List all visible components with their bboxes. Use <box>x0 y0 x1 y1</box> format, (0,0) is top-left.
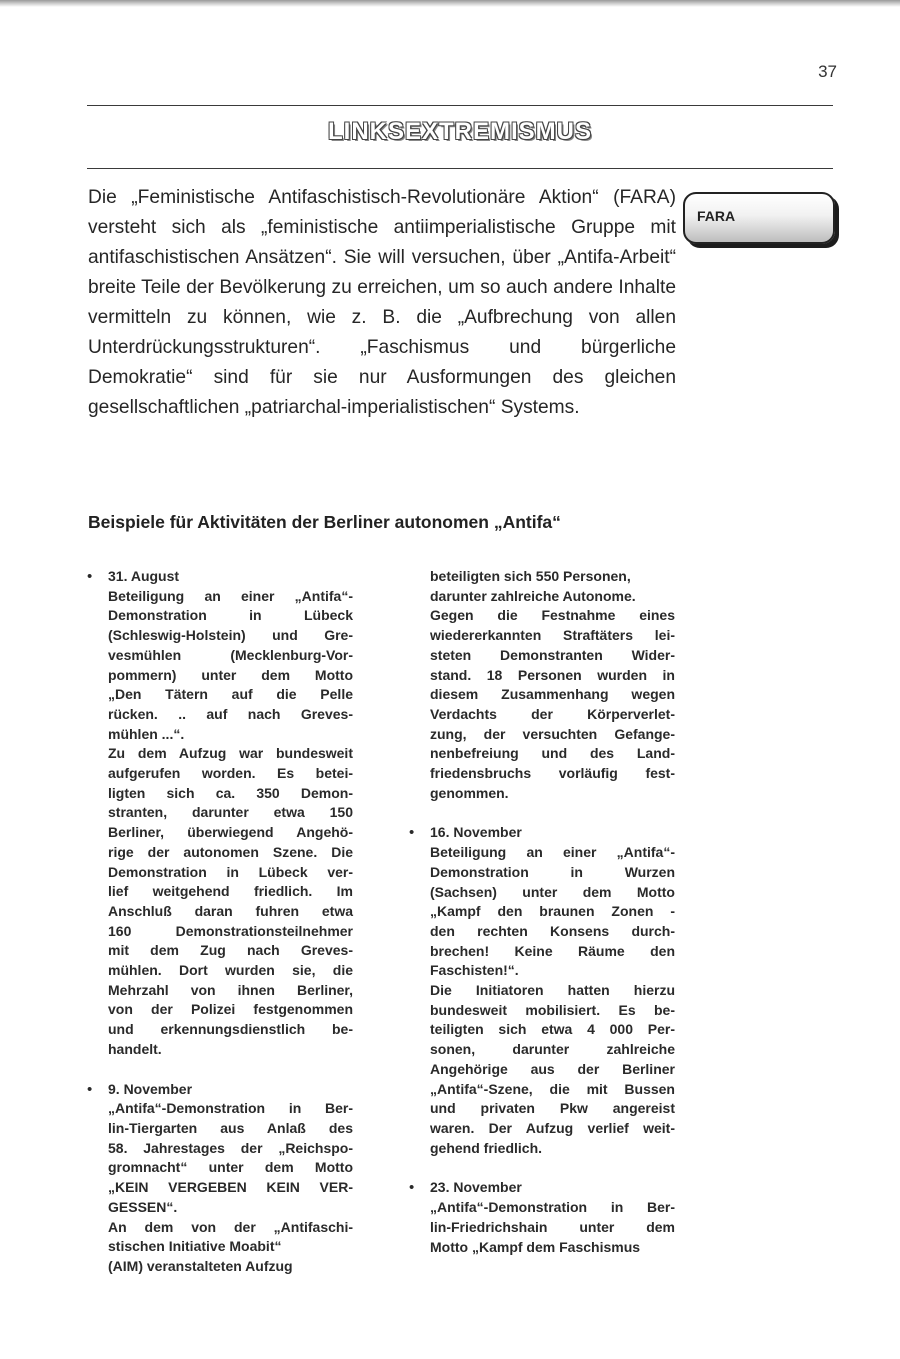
entry-line: und erkennungsdienstlich be- <box>108 1021 353 1038</box>
page-number: 37 <box>818 62 837 81</box>
entry-line: von der Polizei festgenommen <box>108 1001 353 1018</box>
entry-line: stranten, darunter etwa 150 <box>108 804 353 821</box>
entry-line: Demonstration in Lübeck ver- <box>108 863 353 880</box>
right-column <box>409 567 675 1277</box>
entry-line: GESSEN“. <box>108 1198 178 1215</box>
entry-date: 31. August <box>108 568 180 584</box>
entry-line: Motto „Kampf dem Faschismus <box>430 1238 641 1255</box>
bullet-marker: • <box>409 824 415 842</box>
activity-continuation <box>430 567 675 803</box>
entry-line: den rechten Konsens durch- <box>430 922 675 939</box>
entry-line: teiligten sich etwa 4 000 Per- <box>430 1021 675 1038</box>
entry-line: steten Demonstranten Wider- <box>430 646 675 663</box>
entry-line: waren. Der Aufzug verlief weit- <box>430 1119 675 1136</box>
entry-line: aufgerufen worden. Es betei- <box>108 765 353 782</box>
bullet-marker: • <box>87 1080 93 1098</box>
entry-line: lin-Friedrichshain unter dem <box>430 1218 675 1235</box>
entry-line: rige der autonomen Szene. Die <box>108 843 353 860</box>
activity-entry <box>87 1080 353 1277</box>
intro-paragraph: Die „Feministische Antifaschistisch-Revolutionäre Aktion“ (FARA) versteht sich als „feministische antiimperialistische Gruppe mit antifaschistischen Ansätzen“. Sie will versuchen, über „Antifa-Arbeit“ breite Teile der Bevölkerung zu erreichen, um so auch andere Inhalte vermitteln zu können, wie z. B. die „Aufbrechung von allen Unterdrückungsstrukturen“. „Faschismus und bürgerliche Demokratie“ sind für sie nur Ausformungen des gleichen gesellschaftlichen „patriarchal-imperialistischen“ Systems. <box>88 187 676 418</box>
entry-line: Zu dem Aufzug war bundesweit <box>108 745 353 762</box>
entry-line: mühlen ...“. <box>108 725 185 742</box>
entry-line: 160 Demonstrationsteilnehmer <box>108 922 353 939</box>
activity-entry <box>409 1178 675 1257</box>
entry-line: (Sachsen) unter dem Motto <box>430 883 675 900</box>
margin-tag-label: FARA <box>697 208 736 224</box>
entry-line: (Schleswig-Holstein) und Gre- <box>108 627 353 644</box>
entry-line: lief weitgehend friedlich. Im <box>108 883 353 900</box>
entry-line: 58. Jahrestages der „Reichspo- <box>108 1139 353 1156</box>
entry-line: Berliner, überwiegend Angehö- <box>108 824 353 841</box>
entry-line: mit dem Zug nach Greves- <box>108 942 353 959</box>
entry-line: friedensbruchs vorläufig fest- <box>430 765 675 782</box>
entry-line: lin-Tiergarten aus Anlaß des <box>108 1119 353 1136</box>
entry-line: (AIM) veranstalteten Aufzug <box>108 1257 293 1274</box>
entry-line: mühlen. Dort wurden sie, die <box>108 962 353 979</box>
bullet-marker: • <box>87 568 93 585</box>
entry-line: Demonstration in Wurzen <box>430 863 675 880</box>
entry-line: handelt. <box>108 1040 162 1057</box>
section-title: LINKSEXTREMISMUS <box>327 118 592 145</box>
entry-line: brechen! Keine Räume den <box>430 942 675 959</box>
entry-line: zung, der versuchten Gefange- <box>430 725 675 742</box>
entry-line: Verdachts der Körperverlet- <box>430 705 675 722</box>
entry-line: „Antifa“-Demonstration in Ber- <box>108 1100 353 1117</box>
entry-line: stischen Initiative Moabit“ <box>108 1238 282 1255</box>
entry-line: Anschluß daran fuhren etwa <box>108 902 353 919</box>
entry-line: „Den Tätern auf die Pelle <box>108 686 353 703</box>
entry-date: 16. November <box>430 824 522 841</box>
entry-line: wiedererkannten Straftäters lei- <box>430 627 675 644</box>
entry-line: Gegen die Festnahme eines <box>430 607 675 624</box>
entry-line: genommen. <box>430 784 509 801</box>
entry-line: rücken. .. auf nach Greves- <box>108 705 353 722</box>
entry-line: beteiligten sich 550 Personen, <box>430 568 631 584</box>
entry-date: 9. November <box>108 1080 193 1097</box>
entry-line: vesmühlen (Mecklenburg-Vor- <box>108 646 353 663</box>
entry-line: bundesweit mobilisiert. Es be- <box>430 1001 675 1018</box>
activities-heading: Beispiele für Aktivitäten der Berliner autonomen „Antifa“ <box>88 512 561 532</box>
entry-line: ligten sich ca. 350 Demon- <box>108 784 353 801</box>
entry-line: Beteiligung an einer „Antifa“- <box>430 844 675 861</box>
entry-line: „Antifa“-Szene, die mit Bussen <box>430 1080 675 1097</box>
activity-entry <box>409 823 675 1158</box>
entry-line: Die Initiatoren hatten hierzu <box>430 982 675 999</box>
entry-line: „Antifa“-Demonstration in Ber- <box>430 1199 675 1216</box>
entry-line: „Kampf den braunen Zonen - <box>430 903 675 920</box>
entry-line: nenbefreiung und des Land- <box>430 745 675 762</box>
entry-line: darunter zahlreiche Autonome. <box>430 587 636 604</box>
entry-line: gromnacht“ unter dem Motto <box>108 1159 353 1176</box>
entry-line: stand. 18 Personen wurden in <box>430 666 675 683</box>
entry-line: Mehrzahl von ihnen Berliner, <box>108 981 353 998</box>
left-column <box>87 567 353 1297</box>
bullet-marker: • <box>409 1179 415 1197</box>
activity-entry <box>87 567 353 1060</box>
margin-tag <box>683 192 835 244</box>
entry-line: Angehörige aus der Berliner <box>430 1060 675 1077</box>
scan-edge <box>0 0 900 7</box>
entry-line: An dem von der „Antifaschi- <box>108 1218 353 1235</box>
entry-line: und privaten Pkw angereist <box>430 1100 675 1117</box>
entry-line: Beteiligung an einer „Antifa“- <box>108 587 353 604</box>
entry-line: Demonstration in Lübeck <box>108 607 353 624</box>
header-rule-bottom <box>87 168 833 169</box>
entry-line: Faschisten!“. <box>430 962 519 979</box>
header-rule-top <box>87 105 833 106</box>
entry-date: 23. November <box>430 1179 522 1196</box>
entry-line: „KEIN VERGEBEN KEIN VER- <box>108 1179 353 1196</box>
entry-line: sonen, darunter zahlreiche <box>430 1041 675 1058</box>
entry-line: gehend friedlich. <box>430 1139 543 1156</box>
entry-line: pommern) unter dem Motto <box>108 666 353 683</box>
entry-line: diesem Zusammenhang wegen <box>430 686 675 703</box>
